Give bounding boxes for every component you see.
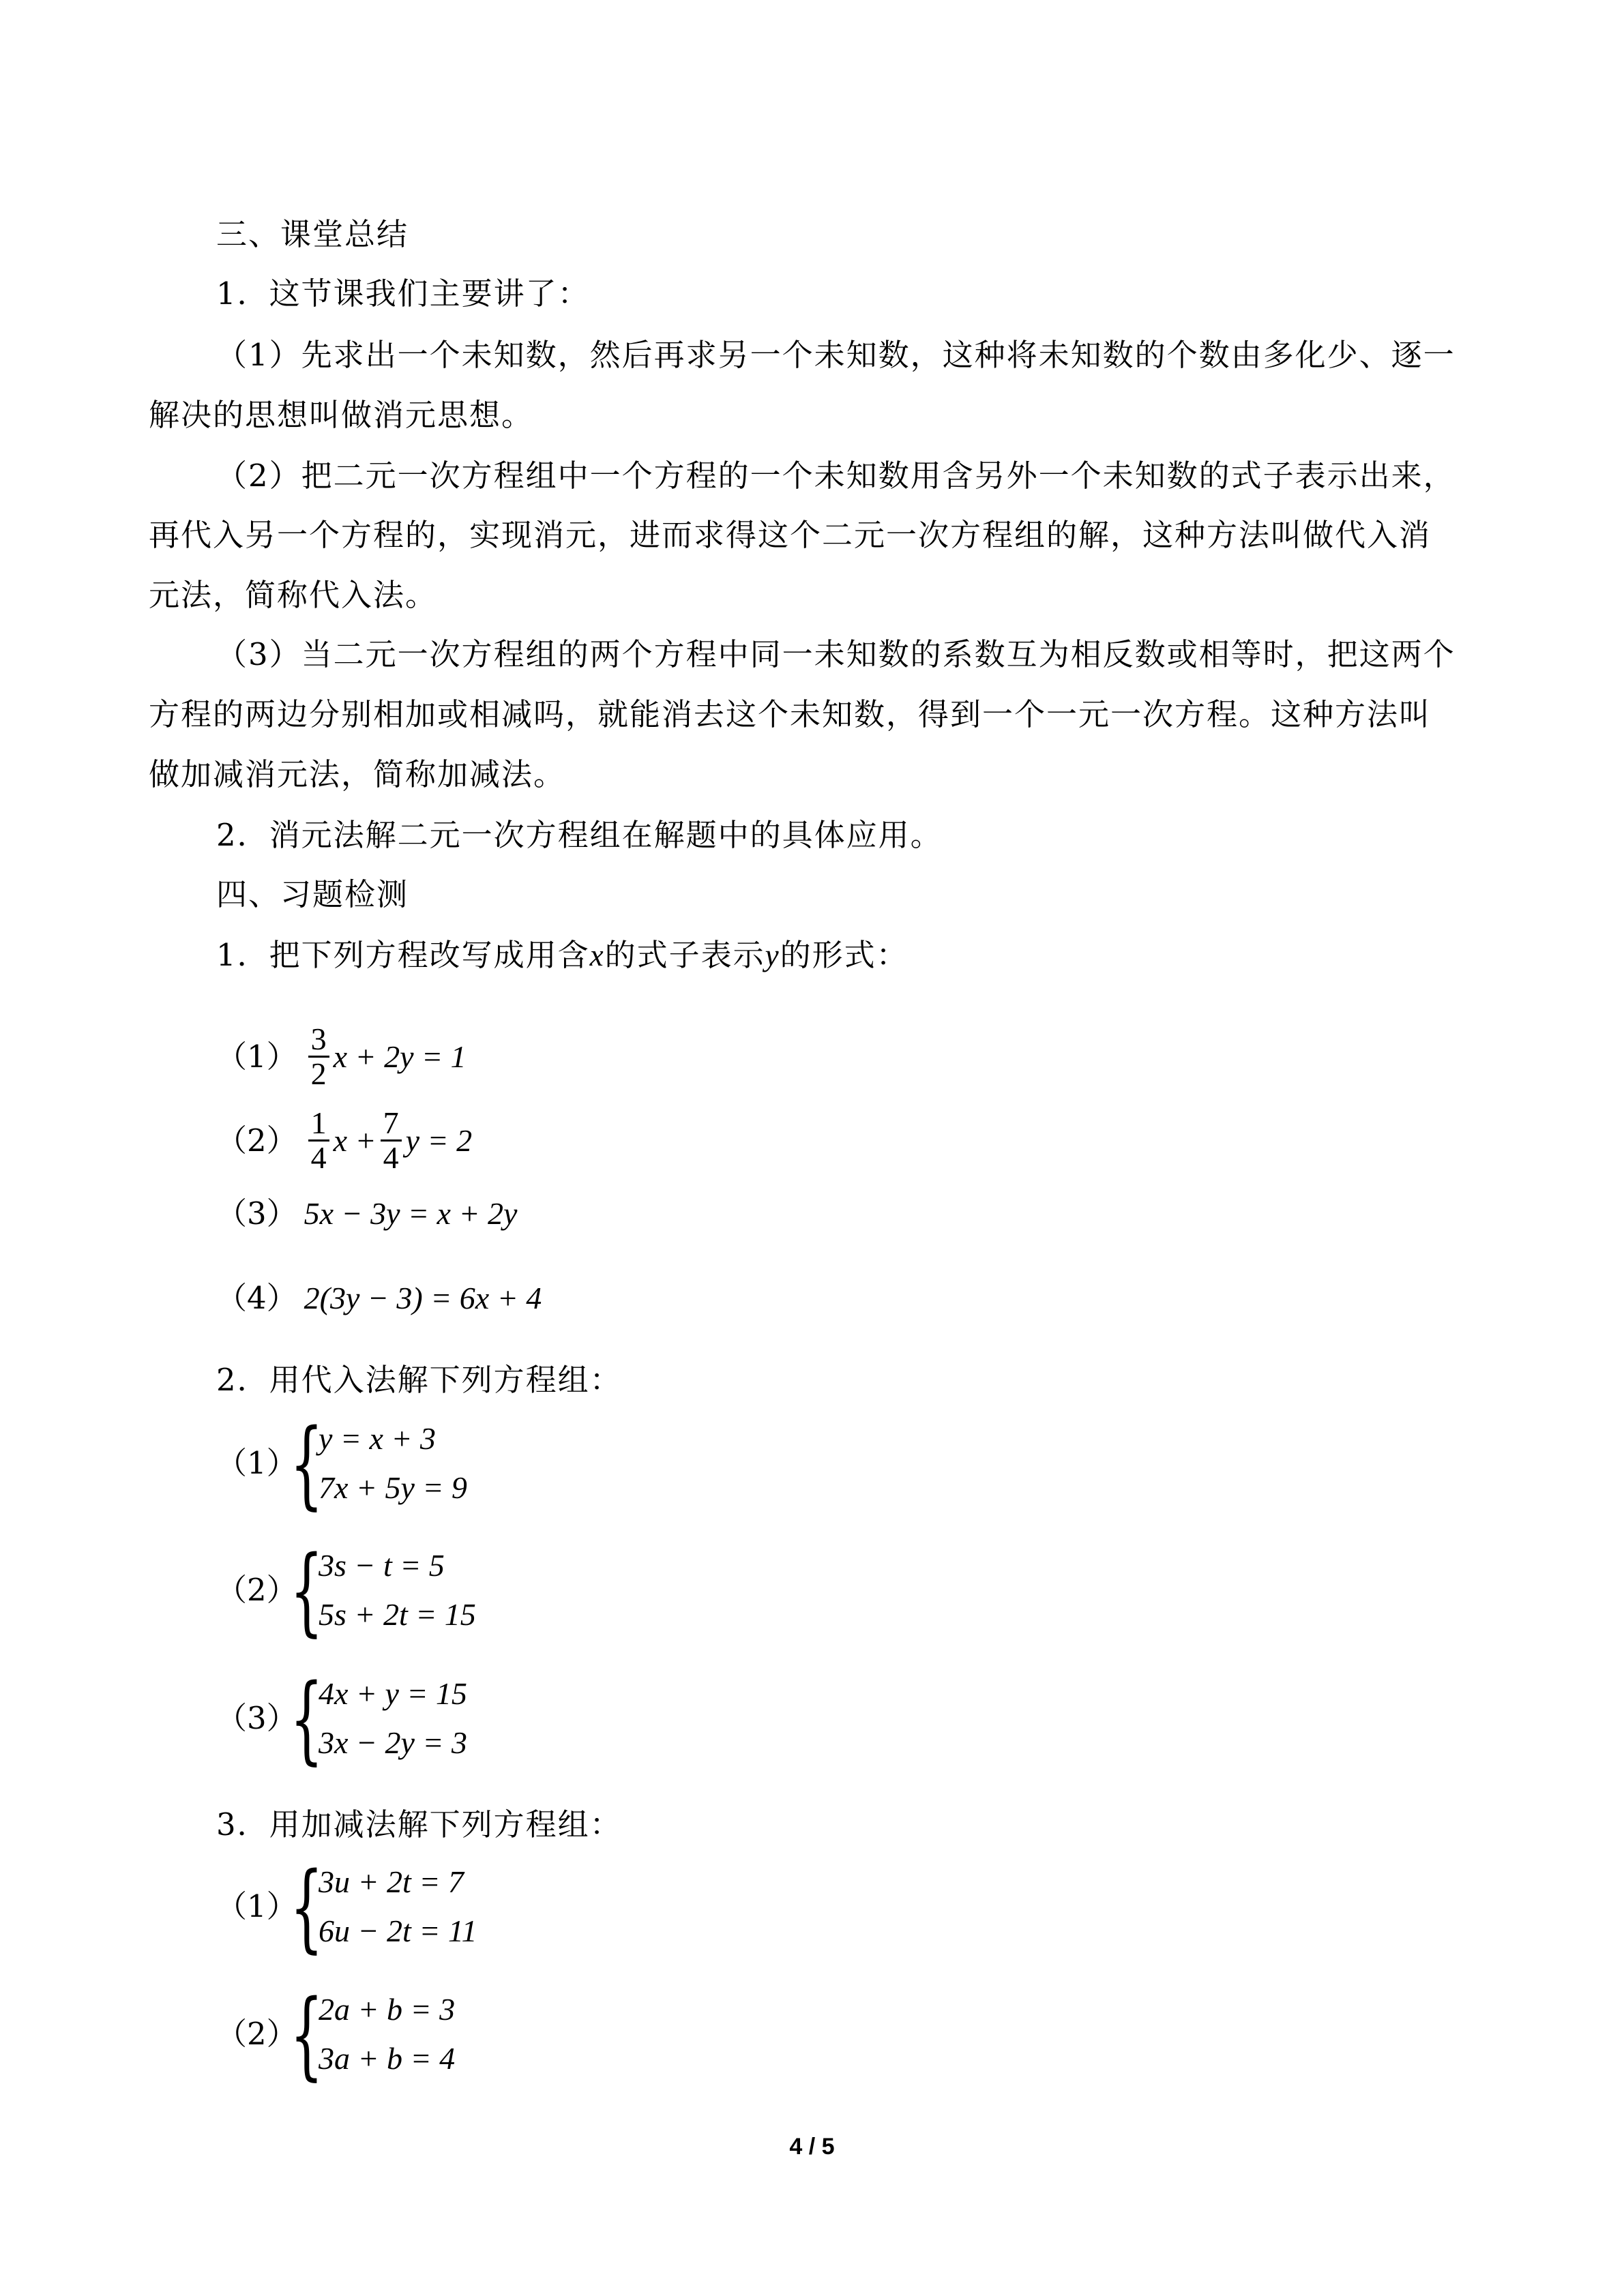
q1-eq2-fraction-2 xyxy=(381,1107,402,1175)
summary-point-3-line-1: （3）当二元一次方程组的两个方程中同一未知数的系数互为相反数或相等时，把这两个 xyxy=(216,636,1456,672)
q2-sys2-eq1: 3s − t = 5 xyxy=(319,1548,445,1583)
question-3-title: 3．用加减法解下列方程组： xyxy=(216,1806,622,1843)
q2-sys2-eq2: 5s + 2t = 15 xyxy=(319,1597,476,1632)
question-2-title: 2．用代入法解下列方程组： xyxy=(216,1362,622,1398)
left-brace: { xyxy=(290,1409,323,1520)
q3-sys2-label: （2） xyxy=(216,2016,297,2052)
summary-point-2-line-1: （2）把二元一次方程组中一个方程的一个未知数用含另外一个未知数的式子表示出来， xyxy=(216,458,1456,494)
q1-eq1-label: （1） xyxy=(216,1038,297,1075)
q1-eq2-rest: y = 2 xyxy=(405,1122,473,1158)
q1-equation-3 xyxy=(216,1195,517,1233)
summary-point-2-line-3: 元法，简称代入法。 xyxy=(149,577,438,613)
fraction-numerator: 7 xyxy=(381,1107,402,1142)
q2-sys2-label: （2） xyxy=(216,1572,297,1608)
q1-prefix: 1．把下列方程改写成用含 xyxy=(216,937,590,973)
q1-equation-1 xyxy=(216,1023,467,1091)
q1-eq1-fraction xyxy=(308,1023,329,1091)
q2-sys1-eq2: 7x + 5y = 9 xyxy=(319,1470,467,1505)
q3-sys1-eq1: 3u + 2t = 7 xyxy=(319,1864,464,1899)
left-brace: { xyxy=(290,1980,323,2091)
q2-sys3-label: （3） xyxy=(216,1700,297,1736)
q1-eq1-rest: x + 2y = 1 xyxy=(333,1039,467,1074)
q3-sys1-label: （1） xyxy=(216,1888,297,1924)
question-1-title xyxy=(216,936,909,974)
q2-sys3-eq2: 3x − 2y = 3 xyxy=(319,1725,467,1760)
summary-item-2: 2．消元法解二元一次方程组在解题中的具体应用。 xyxy=(216,817,943,853)
summary-point-3-line-2: 方程的两边分别相加或相减吗，就能消去这个未知数，得到一个一元一次方程。这种方法叫 xyxy=(149,696,1432,732)
q1-equation-4 xyxy=(216,1279,542,1317)
page-number: 4 / 5 xyxy=(789,2134,835,2160)
summary-point-2-line-2: 再代入另一个方程的，实现消元，进而求得这个二元一次方程组的解，这种方法叫做代入消 xyxy=(149,517,1432,553)
q1-suffix: 的形式： xyxy=(780,937,909,973)
summary-point-1-line-2: 解决的思想叫做消元思想。 xyxy=(149,397,534,433)
q2-sys3-eq1: 4x + y = 15 xyxy=(319,1676,467,1711)
section-heading-exercises: 四、习题检测 xyxy=(216,876,409,912)
q2-sys1-label: （1） xyxy=(216,1445,297,1481)
left-brace: { xyxy=(290,1852,323,1963)
q2-sys1-eq1: y = x + 3 xyxy=(319,1421,436,1456)
q1-equation-2 xyxy=(216,1107,472,1175)
q3-sys2-eq2: 3a + b = 4 xyxy=(319,2041,456,2076)
q1-var-y: y xyxy=(765,938,780,972)
summary-point-3-line-3: 做加减消元法，简称加减法。 xyxy=(149,756,566,792)
q1-eq2-mid: x + xyxy=(333,1122,377,1158)
q1-eq2-fraction-1 xyxy=(308,1107,329,1175)
q1-eq4-expr: 2(3y − 3) = 6x + 4 xyxy=(304,1281,542,1315)
section-heading-summary: 三、课堂总结 xyxy=(216,216,409,252)
q1-eq3-expr: 5x − 3y = x + 2y xyxy=(304,1196,518,1231)
q3-sys2-eq1: 2a + b = 3 xyxy=(319,1992,456,2027)
left-brace: { xyxy=(290,1536,323,1647)
q3-sys1-eq2: 6u − 2t = 11 xyxy=(319,1913,477,1948)
summary-item-1: 1．这节课我们主要讲了： xyxy=(216,275,590,312)
fraction-numerator: 3 xyxy=(308,1023,329,1058)
fraction-denominator: 4 xyxy=(383,1140,399,1176)
summary-point-1-line-1: （1）先求出一个未知数，然后再求另一个未知数，这种将未知数的个数由多化少、逐一 xyxy=(216,337,1456,373)
q1-middle: 的式子表示 xyxy=(604,937,765,973)
q1-var-x: x xyxy=(589,938,605,972)
q1-eq2-label: （2） xyxy=(216,1122,297,1159)
fraction-denominator: 4 xyxy=(310,1140,327,1176)
fraction-numerator: 1 xyxy=(308,1107,329,1142)
q1-eq3-label: （3） xyxy=(216,1195,297,1232)
left-brace: { xyxy=(290,1664,323,1775)
fraction-denominator: 2 xyxy=(310,1056,327,1092)
q1-eq4-label: （4） xyxy=(216,1280,297,1316)
